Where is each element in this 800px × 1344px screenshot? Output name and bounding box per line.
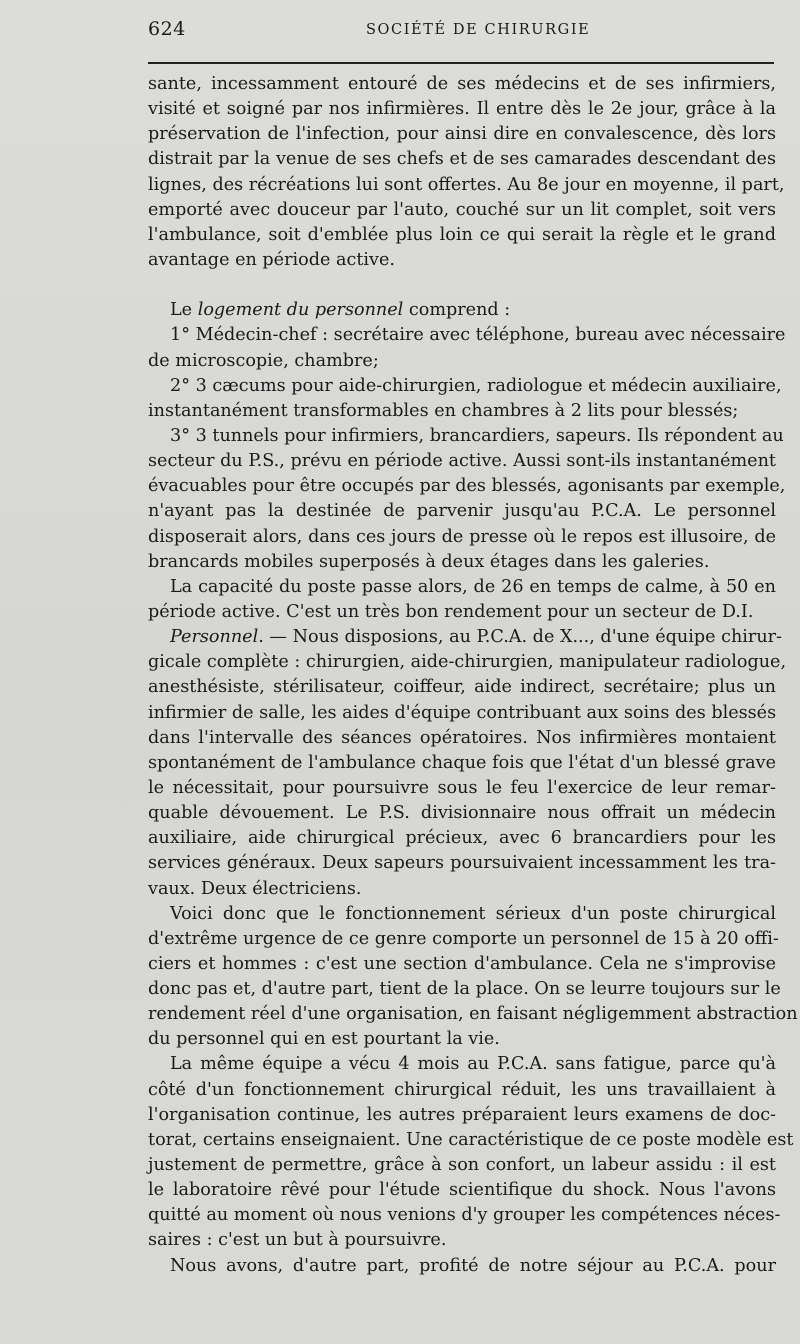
text-line: 3° 3 tunnels pour infirmiers, brancardiers, sapeurs. Ils répondent au bbox=[170, 425, 784, 446]
body-text bbox=[148, 72, 798, 1279]
text-line: rendement réel d'une organisation, en faisant négligemment abstraction bbox=[148, 1004, 798, 1025]
text-line: visité et soigné par nos infirmières. Il entre dès le 2e jour, grâce à la bbox=[148, 99, 776, 120]
text-line: quitté au moment où nous venions d'y grouper les compétences néces- bbox=[148, 1205, 781, 1226]
text-line: côté d'un fonctionnement chirurgical réduit, les uns travaillaient à bbox=[148, 1079, 776, 1100]
text-line: quable dévouement. Le P.S. divisionnaire nous offrait un médecin bbox=[148, 803, 776, 824]
text-line: le laboratoire rêvé pour l'étude scientifique du shock. Nous l'avons bbox=[148, 1180, 776, 1201]
text-line: anesthésiste, stérilisateur, coiffeur, aide indirect, secrétaire; plus un bbox=[148, 677, 776, 698]
text-line: préservation de l'infection, pour ainsi dire en convalescence, dès lors bbox=[148, 124, 776, 145]
text-line: justement de permettre, grâce à son confort, un labeur assidu : il est bbox=[148, 1155, 776, 1176]
text-line: auxiliaire, aide chirurgical précieux, avec 6 brancardiers pour les bbox=[148, 828, 776, 849]
text-line: d'extrême urgence de ce genre comporte un personnel de 15 à 20 offi- bbox=[148, 928, 779, 949]
text-line: dans l'intervalle des séances opératoires. Nos infirmières montaient bbox=[148, 727, 776, 748]
paragraph-spacer bbox=[148, 273, 776, 298]
text-line: période active. C'est un très bon rendement pour un secteur de D.I. bbox=[148, 601, 754, 622]
text-line: donc pas et, d'autre part, tient de la place. On se leurre toujours sur le bbox=[148, 979, 781, 1000]
text-line: vaux. Deux électriciens. bbox=[148, 878, 362, 899]
text-line: lignes, des récréations lui sont offertes. Au 8e jour en moyenne, il part, bbox=[148, 174, 785, 195]
text-line: l'ambulance, soit d'emblée plus loin ce qui serait la règle et le grand bbox=[148, 224, 776, 245]
page-number: 624 bbox=[148, 18, 186, 40]
text-line: sante, incessamment entouré de ses médecins et de ses infirmiers, bbox=[148, 74, 776, 94]
text-line: de microscopie, chambre; bbox=[148, 350, 379, 371]
text-line: Voici donc que le fonctionnement sérieux d'un poste chirurgical bbox=[170, 903, 776, 924]
text-line: spontanément de l'ambulance chaque fois que l'état d'un blessé grave bbox=[148, 752, 776, 773]
text-line: n'ayant pas la destinée de parvenir jusqu'au P.C.A. Le personnel bbox=[148, 501, 776, 522]
text-line: torat, certains enseignaient. Une caractéristique de ce poste modèle est bbox=[148, 1129, 794, 1150]
text-line: ciers et hommes : c'est une section d'ambulance. Cela ne s'improvise bbox=[148, 953, 776, 974]
text-line: Nous avons, d'autre part, profité de notre séjour au P.C.A. pour bbox=[170, 1255, 776, 1276]
text-line: infirmier de salle, les aides d'équipe contribuant aux soins des blessés bbox=[148, 702, 777, 723]
text-line: emporté avec douceur par l'auto, couché sur un lit complet, soit vers bbox=[148, 199, 776, 220]
text-line: 1° Médecin-chef : secrétaire avec téléphone, bureau avec nécessaire bbox=[170, 325, 786, 346]
text-line: du personnel qui en est pourtant la vie. bbox=[148, 1029, 500, 1050]
text-line: avantage en période active. bbox=[148, 249, 395, 270]
text-line: secteur du P.S., prévu en période active. Aussi sont-ils instantanément bbox=[148, 451, 776, 472]
text-line: 2° 3 cæcums pour aide-chirurgien, radiologue et médecin auxiliaire, bbox=[170, 375, 782, 396]
text-line: La même équipe a vécu 4 mois au P.C.A. sans fatigue, parce qu'à bbox=[170, 1054, 776, 1075]
text-line: brancards mobiles superposés à deux étages dans les galeries. bbox=[148, 551, 710, 572]
text-line: évacuables pour être occupés par des blessés, agonisants par exemple, bbox=[148, 476, 786, 497]
text-line: gicale complète : chirurgien, aide-chirurgien, manipulateur radiologue, bbox=[148, 652, 787, 673]
header-rule bbox=[148, 62, 774, 64]
page-header bbox=[148, 18, 776, 48]
text-line: saires : c'est un but à poursuivre. bbox=[148, 1230, 447, 1251]
running-head: SOCIÉTÉ DE CHIRURGIE bbox=[366, 22, 591, 38]
text-line: Le logement du personnel comprend : bbox=[170, 300, 511, 321]
text-line: le nécessitait, pour poursuivre sous le feu l'exercice de leur remar- bbox=[148, 777, 776, 798]
text-line: services généraux. Deux sapeurs poursuivaient incessamment les tra- bbox=[148, 853, 776, 874]
text-line: Personnel. — Nous disposions, au P.C.A. de X..., d'une équipe chirur- bbox=[170, 627, 783, 648]
text-line: l'organisation continue, les autres préparaient leurs examens de doc- bbox=[148, 1104, 776, 1125]
text-line: distrait par la venue de ses chefs et de ses camarades descendant des bbox=[148, 149, 776, 170]
text-line: instantanément transformables en chambres à 2 lits pour blessés; bbox=[148, 400, 739, 421]
text-line: La capacité du poste passe alors, de 26 en temps de calme, à 50 en bbox=[170, 576, 776, 597]
text-line: disposerait alors, dans ces jours de presse où le repos est illusoire, de bbox=[148, 526, 776, 547]
